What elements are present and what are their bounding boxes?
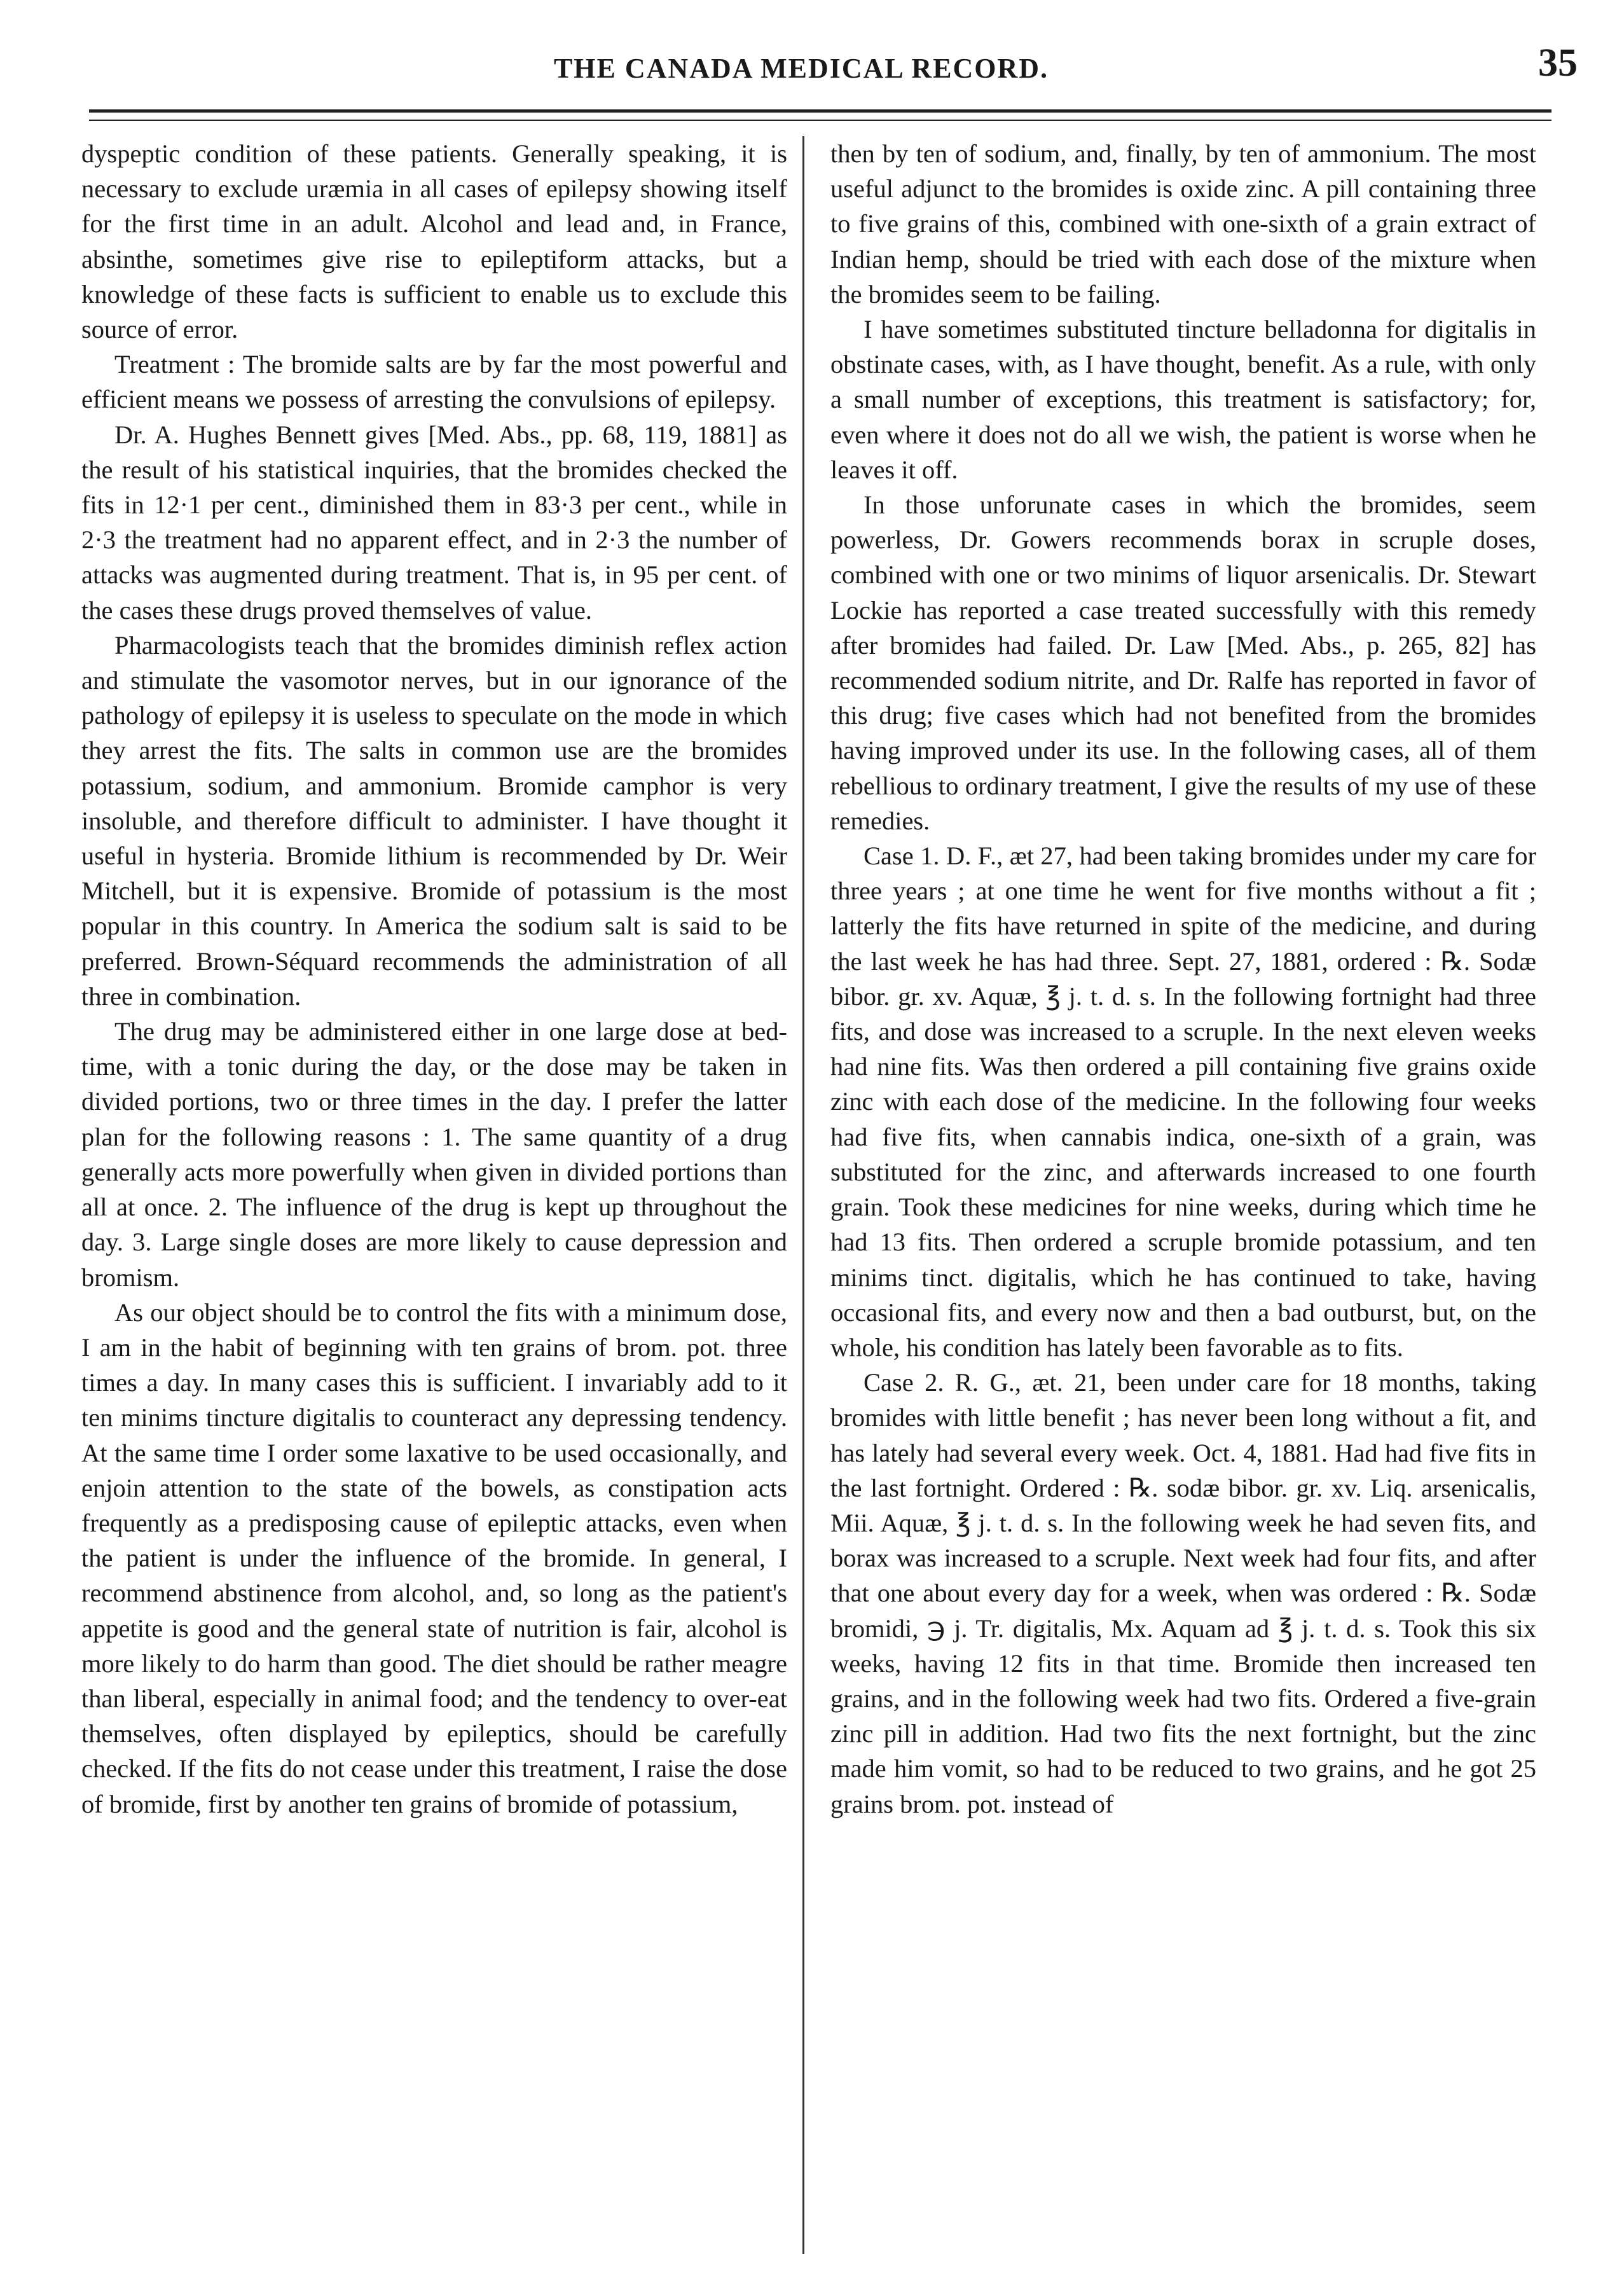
right-column bbox=[830, 136, 1536, 2286]
paragraph: In those unforunate cases in which the bromides, seem powerless, Dr. Gowers recommends borax in scruple doses, combined with one or two minims of liquor arsenicalis. Dr. Stewart Lockie has reported a case treated successfully with this remedy after bromides had failed. Dr. Law [Med. Abs., p. 265, 82] has recommended sodium nitrite, and Dr. Ralfe has reported in favor of this drug; five cases which had not benefited from the bromides having improved under its use. In the following cases, all of them rebellious to ordinary treatment, I give the results of my use of these remedies. bbox=[830, 490, 1536, 835]
case-paragraph: Case 1. D. F., æt 27, had been taking bromides under my care for three years ; at one time he went for five months without a fit ; latterly the fits have returned in spite of the medicine, and during the last week he has had three. Sept. 27, 1881, ordered : ℞. Sodæ bibor. gr. xv. Aquæ, ℥ j. t. d. s. In the following fortnight had three fits, and dose was increased to a scruple. In the next eleven weeks had nine fits. Was then ordered a pill containing five grains oxide zinc with each dose of the medicine. In the following four weeks had five fits, when cannabis indica, one-sixth of a grain, was substituted for the zinc, and afterwards increased to one fourth grain. Took these medicines for nine weeks, during which time he had 13 fits. Then ordered a scruple bromide potassium, and ten minims tinct. digitalis, which he has continued to take, having occasional fits, and every now and then a bad outburst, but, on the whole, his condition has lately been favorable as to fits. bbox=[830, 841, 1536, 1362]
case-paragraph: Case 2. R. G., æt. 21, been under care for 18 months, taking bromides with little benefit ; has never been long without a fit, and has lately had several every week. Oct. 4, 1881. Had had five fits in the last fortnight. Ordered : ℞. sodæ bibor. gr. xv. Liq. arsenicalis, Mii. Aquæ, ℥ j. t. d. s. In the following week he had seven fits, and borax was increased to a scruple. Next week had four fits, and after that one about every day for a week, when was ordered : ℞. Sodæ bromidi, ℈ j. Tr. digitalis, Mx. Aquam ad ℥ j. t. d. s. Took this six weeks, having 12 fits in that time. Bromide then increased ten grains, and in the following week had two fits. Ordered a five-grain zinc pill in addition. Had two fits the next fortnight, but the zinc made him vomit, so had to be reduced to two grains, and he got 25 grains brom. pot. instead of bbox=[830, 1368, 1536, 1818]
page-header bbox=[0, 0, 1603, 95]
paragraph: Pharmacologists teach that the bromides diminish reflex action and stimulate the vasomotor nerves, but in our ignorance of the pathology of epilepsy it is useless to speculate on the mode in which they arrest the fits. The salts in common use are the bromides potassium, sodium, and ammonium. Bromide camphor is very insoluble, and therefore difficult to administer. I have thought it useful in hysteria. Bromide lithium is recommended by Dr. Weir Mitchell, but it is expensive. Bromide of potassium is the most popular in this country. In America the sodium salt is said to be preferred. Brown-Séquard recommends the administration of all three in combination. bbox=[81, 630, 787, 1011]
paragraph: As our object should be to control the fits with a minimum dose, I am in the habit of beginning with ten grains of brom. pot. three times a day. In many cases this is sufficient. I invariably add to it ten minims tincture digitalis to counteract any depressing tendency. At the same time I order some laxative to be used occasionally, and enjoin attention to the state of the bowels, as constipation acts frequently as a predisposing cause of epileptic attacks, even when the patient is under the influence of the bromide. In general, I recommend abstinence from alcohol, and, so long as the patient's appetite is good and the general state of nutrition is fair, alcohol is more likely to do harm than good. The diet should be rather meagre than liberal, especially in animal food; and the tendency to over-eat themselves, often displayed by epileptics, should be carefully checked. If the fits do not cease under this treatment, I raise the dose of bromide, first by another ten grains of bromide of potassium, bbox=[81, 1297, 787, 1818]
left-column bbox=[81, 136, 787, 2286]
paragraph: dyspeptic condition of these patients. Generally speaking, it is necessary to exclude uræmia in all cases of epilepsy showing itself for the first time in an adult. Alcohol and lead and, in France, absinthe, sometimes give rise to epileptiform attacks, but a knowledge of these facts is sufficient to enable us to exclude this source of error. bbox=[81, 139, 787, 344]
header-rule-thick bbox=[89, 109, 1551, 113]
page-number: 35 bbox=[1538, 41, 1578, 85]
column-divider bbox=[802, 136, 804, 2254]
paragraph: Treatment : The bromide salts are by far the most powerful and efficient means we possess of arresting the convulsions of epilepsy. bbox=[81, 350, 787, 414]
paragraph: The drug may be administered either in one large dose at bed-time, with a tonic during the day, or the dose may be taken in divided portions, two or three times in the day. I prefer the latter plan for the following reasons : 1. The same quantity of a drug generally acts more powerfully when given in divided portions than all at once. 2. The influence of the drug is kept up throughout the day. 3. Large single doses are more likely to cause depression and bromism. bbox=[81, 1017, 787, 1292]
paragraph: then by ten of sodium, and, finally, by ten of ammonium. The most useful adjunct to the bromides is oxide zinc. A pill containing three to five grains of this, combined with one-sixth of a grain extract of Indian hemp, should be tried with each dose of the mixture when the bromides seem to be failing. bbox=[830, 139, 1536, 308]
header-rule-thin bbox=[89, 120, 1551, 121]
paragraph: Dr. A. Hughes Bennett gives [Med. Abs., pp. 68, 119, 1881] as the result of his statistical inquiries, that the bromides checked the fits in 12·1 per cent., diminished them in 83·3 per cent., while in 2·3 the treatment had no apparent effect, and in 2·3 the number of attacks was augmented during treatment. That is, in 95 per cent. of the cases these drugs proved themselves of value. bbox=[81, 420, 787, 625]
running-title: THE CANADA MEDICAL RECORD. bbox=[553, 53, 1049, 84]
paragraph: I have sometimes substituted tincture belladonna for digitalis in obstinate cases, with, as I have thought, benefit. As a rule, with only a small number of exceptions, this treatment is satisfactory; for, even where it does not do all we wish, the patient is worse when he leaves it off. bbox=[830, 315, 1536, 484]
